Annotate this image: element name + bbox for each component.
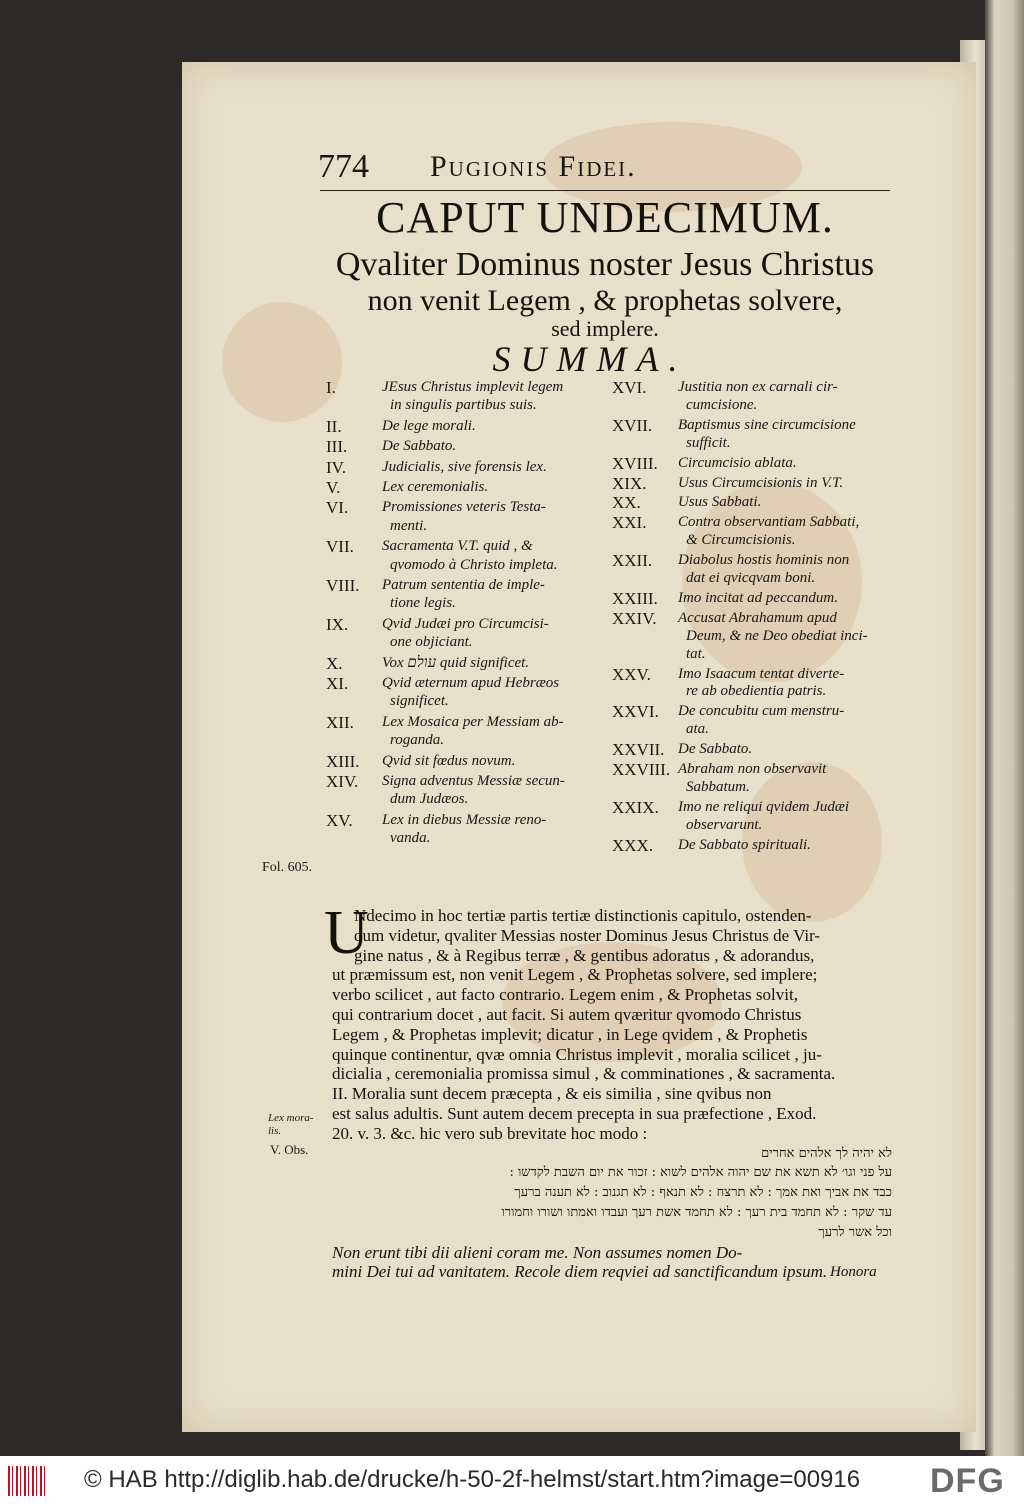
summary-item-number: XVIII. [612,453,658,473]
summary-item-number: II. [326,416,342,436]
drop-cap: U [324,899,369,967]
margin-note-v-obs: V. Obs. [270,1142,309,1157]
hebrew-line: וכל אשר לרעך [818,1224,892,1240]
summary-item-text: Patrum sententia de imple- [382,577,545,593]
chapter-subtitle-2: non venit Legem , & prophetas solvere, [367,284,843,317]
catchword: Honora [830,1264,877,1280]
summary-item-text: De Sabbato. [678,741,753,758]
summary-item-number: XX. [612,493,641,513]
summary-column-left [326,378,608,888]
hebrew-line: לא יהיה לך אלהים אחרים [761,1145,892,1161]
summary-item-text: Imo Isaacum tentat diverte- [678,665,845,682]
summary-item-text: cumcisione. [686,396,758,413]
copyright-url[interactable]: © HAB http://diglib.hab.de/drucke/h-50-2f-helmst/start.htm?image=00916 [84,1466,861,1493]
summary-item-number: XIV. [326,772,359,791]
summary-item-number: III. [326,437,348,457]
summary-item-text: Baptismus sine circumcisione [678,416,856,433]
summary-column-right [612,378,898,888]
summary-item-number: XXII. [612,551,653,571]
summary-item-text: menti. [390,517,428,534]
summary-item-number: XI. [326,674,349,693]
body-line-italic: mini Dei tui ad vanitatem. Recole diem reqviei ad sanctificandum ipsum. [332,1262,828,1282]
chapter-subtitle-1: Qvaliter Dominus noster Jesus Christus [335,246,875,283]
summary-item-text: sufficit. [686,434,731,451]
summary-item-number: XXIX. [612,797,659,817]
summary-item-text: Abraham non observavit [678,761,827,777]
margin-note-folio: Fol. 605. [262,860,313,875]
body-line: qui contrarium docet , aut facit. Si autem qværitur qvomodo Christus [332,1004,802,1024]
hebrew-line: עד שקר : לא תחמד בית רעך : לא תחמד אשת רעך ועבדו ואמתו ושורו וחמורו [501,1204,892,1220]
summary-item-text: De Sabbato spirituali. [678,836,811,853]
summary-item-text: Qvid æternum apud Hebræos [382,675,560,691]
margin-note-lex-moralis: Lex mora-lis. [268,1112,314,1137]
body-line: gine natus , & à Regibus terræ , & gentibus adoratus , & adorandus, [354,945,815,965]
head-rule [320,190,890,191]
summary-item-text: dum Judæos. [390,791,469,808]
summary-item-number: XXVIII. [612,760,671,779]
summary-item-text: re ab obedientia patris. [686,683,827,700]
body-line-italic: Non erunt tibi dii alieni coram me. Non assumes nomen Do- [332,1242,743,1262]
summary-item-number: XXVI. [612,702,659,722]
summary-item-text: one objiciant. [390,634,473,651]
hebrew-line: על פני וגו׳ לא תשא את שם יהוה אלהים לשוא : זכור את יום השבת לקדשו : [509,1165,892,1181]
summary-item-number: XV. [326,810,353,830]
summary-item-text: observarunt. [686,816,763,833]
hab-logo-icon [8,1466,48,1496]
summary-item-text: ata. [686,721,709,738]
summary-item-text: tione legis. [390,595,456,612]
summary-item-text: Accusat Abrahamum apud [678,609,837,626]
summary-item-text: Promissiones veteris Testa- [382,499,546,516]
body-line: ut præmissum est, non venit Legem , & Prophetas solvere, sed implere; [332,965,818,985]
summary-item-text: Deum, & ne Deo obediat inci- [686,627,868,644]
chapter-subtitle-3: sed implere. [551,316,659,341]
summary-item-text: dat ei qvicqvam boni. [686,569,816,586]
body-line: verbo scilicet , aut facto contrario. Legem enim , & Prophetas solvit, [332,985,798,1005]
summary-item-number: IV. [326,457,346,477]
page-number: 774 [318,148,369,185]
body-line: est salus adultis. Sunt autem decem precepta in sua præfectione , Exod. [332,1103,817,1123]
summary-item-number: VII. [326,537,354,557]
summary-item-text: in singulis partibus suis. [390,397,537,414]
summary-item-number: XXVII. [612,740,665,760]
summary-item-text: Justitia non ex carnali cir- [678,379,838,395]
summary-item-number: XXV. [612,664,651,684]
summary-item-number: X. [326,653,343,673]
summary-item-text: Qvid Judæi pro Circumcisi- [382,615,549,632]
footer-bar [0,1456,1024,1504]
summary-item-text: Diabolus hostis hominis non [678,552,850,569]
book-cover-edge [985,0,1024,1456]
summary-item-text: De concubitu cum menstru- [678,703,845,720]
body-line: 20. v. 3. &c. hic vero sub brevitate hoc modo : [332,1123,648,1143]
summary-item-text: Contra observantiam Sabbati, [678,514,860,531]
body-line: Ndecimo in hoc tertiæ partis tertiæ distinctionis capitulo, ostenden- [354,906,812,925]
running-head [318,148,778,188]
summary-item-text: Lex Mosaica per Messiam ab- [382,713,564,730]
summary-item-text: tat. [686,645,706,662]
summary-item-text: De Sabbato. [382,438,457,455]
summary-item-number: VI. [326,498,349,518]
summa-heading: SUMMA. [492,339,688,379]
summary-item-text: roganda. [390,732,445,749]
summary-item-number: V. [326,478,341,497]
summary-item-text: Judicialis, sive forensis lex. [382,458,547,475]
summary-item-number: IX. [326,614,349,634]
summary-item-text: JEsus Christus implevit legem [382,379,564,395]
hebrew-line: כבד את אביך ואת אמך : לא תרצח : לא תנאף : לא תגנוב : לא תענה ברעך [514,1185,892,1201]
summary-item-number: XXX. [612,835,654,855]
body-text [332,906,892,1282]
summary-item-text: De lege morali. [382,417,476,434]
summary-item-text: Signa adventus Messiæ secun- [382,773,565,789]
summary-item-number: XIII. [326,751,360,771]
summary-item-text: Usus Circumcisionis in V.T. [678,474,844,491]
summary-item-text: Usus Sabbati. [678,494,762,511]
summary-item-text: Qvid sit fœdus novum. [382,752,516,769]
summary-item-text: & Circumcisionis. [686,532,796,549]
summary-item-number: XXIV. [612,608,657,628]
dfg-logo: DFG [930,1462,1005,1500]
summary-item-text: Imo ne reliqui qvidem Judæi [678,798,850,815]
summary-item-number: XVII. [612,415,653,435]
body-line: quinque continentur, qvæ omnia Christus implevit , moralia scilicet , ju- [332,1044,822,1064]
body-line: dicialia , ceremonialia promissa simul , & comminationes , & sacramenta. [332,1064,836,1084]
body-line: Legem , & Prophetas implevit; dicatur , in Lege qvidem , & Prophetis [332,1024,808,1044]
summary-item-number: VIII. [326,576,360,595]
summary-item-number: I. [326,378,336,397]
summary-item-number: XVI. [612,378,647,397]
chapter-title: CAPUT UNDECIMUM. [376,193,834,242]
summary-item-number: XXI. [612,513,647,533]
body-line: II. Moralia sunt decem præcepta , & eis similia , sine qvibus non [332,1084,772,1104]
summary-item-text: qvomodo à Christo impleta. [390,556,558,573]
summary-item-text: Sabbatum. [686,778,750,795]
summary-item-text: Circumcisio ablata. [678,454,797,471]
summary-item-text: Sacramenta V.T. quid , & [382,538,533,555]
body-line: dum videtur, qvaliter Messias noster Dominus Jesus Christus de Vir- [354,925,821,945]
running-title: Pugionis Fidei. [430,150,637,183]
summary-item-text: Vox עולם quid significet. [382,654,530,671]
summary-item-text: Lex ceremonialis. [382,479,489,495]
summary-item-number: XIX. [612,473,647,493]
summary-item-number: XXIII. [612,588,658,608]
summary-item-text: vanda. [390,830,431,847]
summary-item-text: significet. [390,693,449,710]
summary-item-text: Lex in diebus Messiæ reno- [382,811,547,828]
summary-item-text: Imo incitat ad peccandum. [678,589,838,606]
summary-item-number: XII. [326,712,354,732]
